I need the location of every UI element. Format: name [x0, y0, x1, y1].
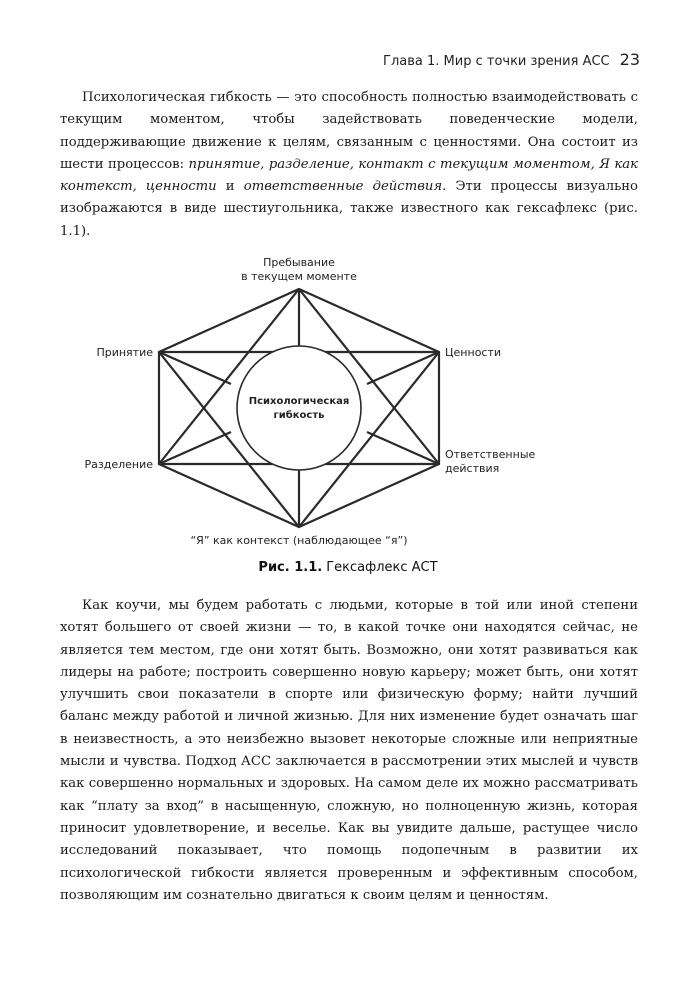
page-number: 23: [619, 50, 640, 69]
para1-italic2: ответственные действия: [243, 179, 443, 195]
hexaflex-figure: [84, 252, 560, 552]
chord-left-diag-1: [159, 352, 231, 384]
caption-number: Рис. 1.1.: [258, 560, 323, 575]
paragraph-coaching: Как коучи, мы будем работать с людьми, которые в той или иной степени хотят большего от своей жизни — то, в какой точке они находятся сейчас, не является тем местом, где они хотят быть. Возможно, они хотят развиваться как лидеры на работе; построить совершенно новую карьеру; может быть, они хотят улучшить свои показатели в спорте или физическую форму; найти лучший баланс между работой и личной жизнью. Для них изменение будет означать шаг в неизвестность, а это неизбежно вызовет некоторые сложные или неприятные мысли и чувства. Подход АСС заключается в рассмотрении этих мыслей и чувств как совершенно нормальных и здоровых. На самом деле их можно рассматривать как “плату за вход” в насыщенную, сложную, но полноценную жизнь, которая приносит удовлетворение, и веселье. Как вы увидите дальше, растущее число исследований показывает, что помощь подопечным в развитии их психологической гибкости является проверенным и эффективным способом, позволяющим им сознательно двигаться к своим целям и ценностям.: [60, 598, 638, 903]
chapter-title: Глава 1. Мир с точки зрения АСС: [383, 54, 610, 69]
center-label-line1: Психологическая: [248, 396, 350, 407]
para1-part1: Психологическая гибкость — это способность полностью взаимодействовать с текущим моментом, чтобы задействовать поведенческие модели, поддерживающие движение к целям, связанным с ценностями. Она состоит из шести процессов:: [60, 90, 638, 172]
chord-left-diag-2: [367, 432, 439, 464]
chord-right-diag-1: [367, 352, 439, 384]
running-head: [383, 50, 640, 69]
label-values: Ценности: [445, 346, 502, 359]
para1-part2: и: [216, 179, 244, 195]
hexaflex-diagram: [84, 252, 560, 552]
label-present-moment-line2: в текущем моменте: [241, 270, 357, 283]
figure-caption: [0, 560, 696, 575]
para1-italic1: принятие, разделение, контакт с текущим моментом, Я как контекст, ценности: [60, 156, 638, 195]
caption-text: Гексафлекс АСТ: [326, 560, 438, 575]
label-present-moment-line1: Пребывание: [263, 256, 335, 269]
label-committed-action-line2: действия: [445, 462, 500, 475]
label-defusion: Разделение: [84, 458, 153, 471]
center-circle: [237, 346, 361, 470]
label-committed-action-line1: Ответственные: [445, 448, 536, 461]
para1-part3: . Эти процессы визуально изображаются в виде шестиугольника, также известного как гексафлекс (рис. 1.1).: [60, 179, 638, 239]
label-self-as-context: “Я” как контекст (наблюдающее “я”): [190, 534, 408, 547]
label-acceptance: Принятие: [96, 346, 153, 359]
chord-right-diag-2: [159, 432, 231, 464]
paragraph-intro: [60, 87, 638, 243]
center-label-line2: гибкость: [273, 410, 325, 421]
